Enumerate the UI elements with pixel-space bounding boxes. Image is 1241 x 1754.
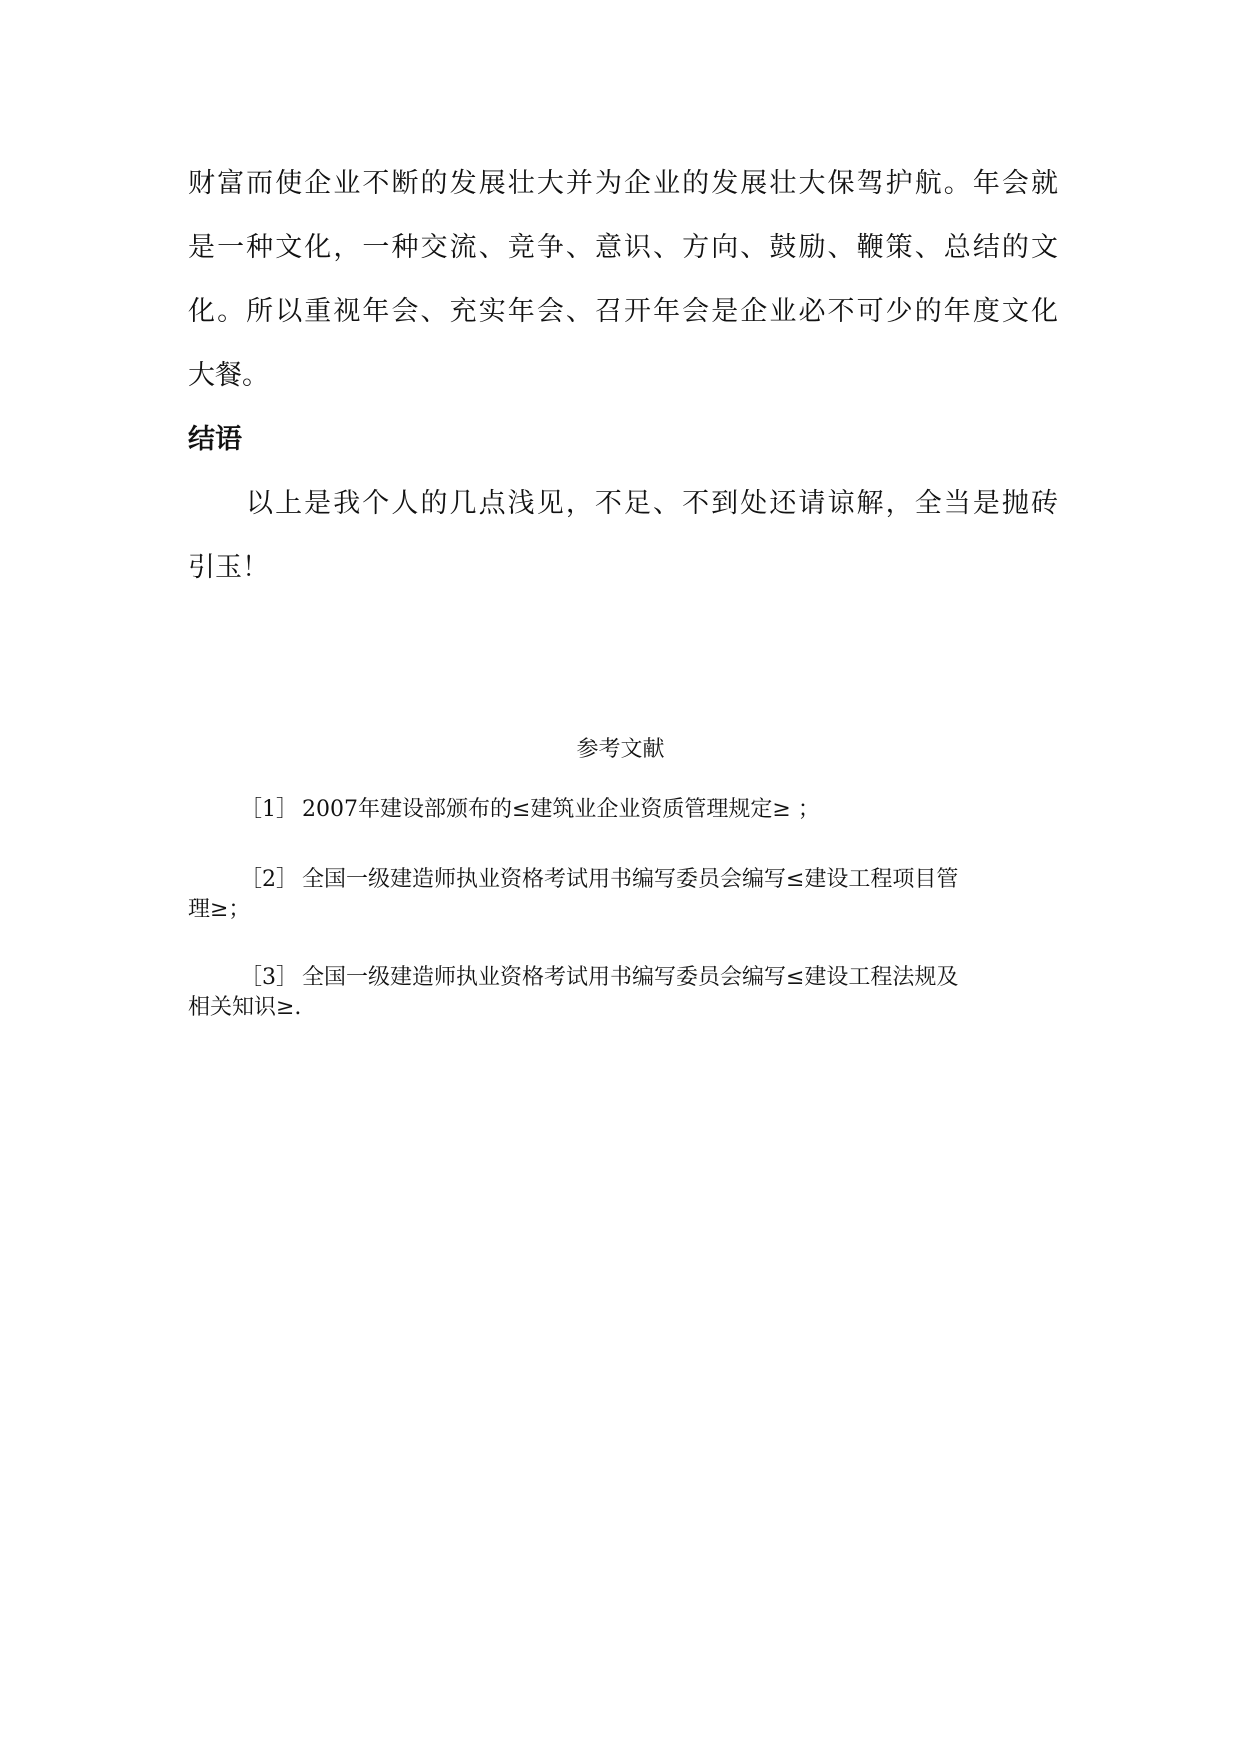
paragraph-line: 是一种文化，一种交流、竞争、意识、方向、鼓励、鞭策、总结的文 [188, 232, 1058, 263]
paragraph-line: 大餐。 [188, 360, 269, 391]
reference-number: ［2］ [240, 867, 298, 892]
conclusion-line: 以上是我个人的几点浅见，不足、不到处还请谅解，全当是抛砖 [246, 488, 1058, 519]
reference-item [188, 795, 1058, 825]
reference-number: ［1］ [240, 797, 298, 822]
references-title: 参考文献 [576, 737, 665, 762]
reference-number: ［3］ [240, 965, 298, 990]
reference-text: 全国一级建造师执业资格考试用书编写委员会编写≤建设工程法规及 [302, 965, 959, 990]
conclusion-heading: 结语 [188, 424, 242, 455]
reference-continuation: 相关知识≥. [188, 995, 302, 1020]
reference-item [188, 963, 1058, 993]
conclusion-line: 引玉！ [188, 552, 269, 583]
reference-text: 2007年建设部颁布的≤建筑业企业资质管理规定≥ ； [302, 797, 820, 822]
paragraph-line: 财富而使企业不断的发展壮大并为企业的发展壮大保驾护航。年会就 [188, 168, 1058, 199]
reference-continuation: 理≥； [188, 897, 251, 922]
reference-text: 全国一级建造师执业资格考试用书编写委员会编写≤建设工程项目管 [302, 867, 959, 892]
paragraph-line: 化。所以重视年会、充实年会、召开年会是企业必不可少的年度文化 [188, 296, 1058, 327]
reference-item [188, 865, 1058, 895]
